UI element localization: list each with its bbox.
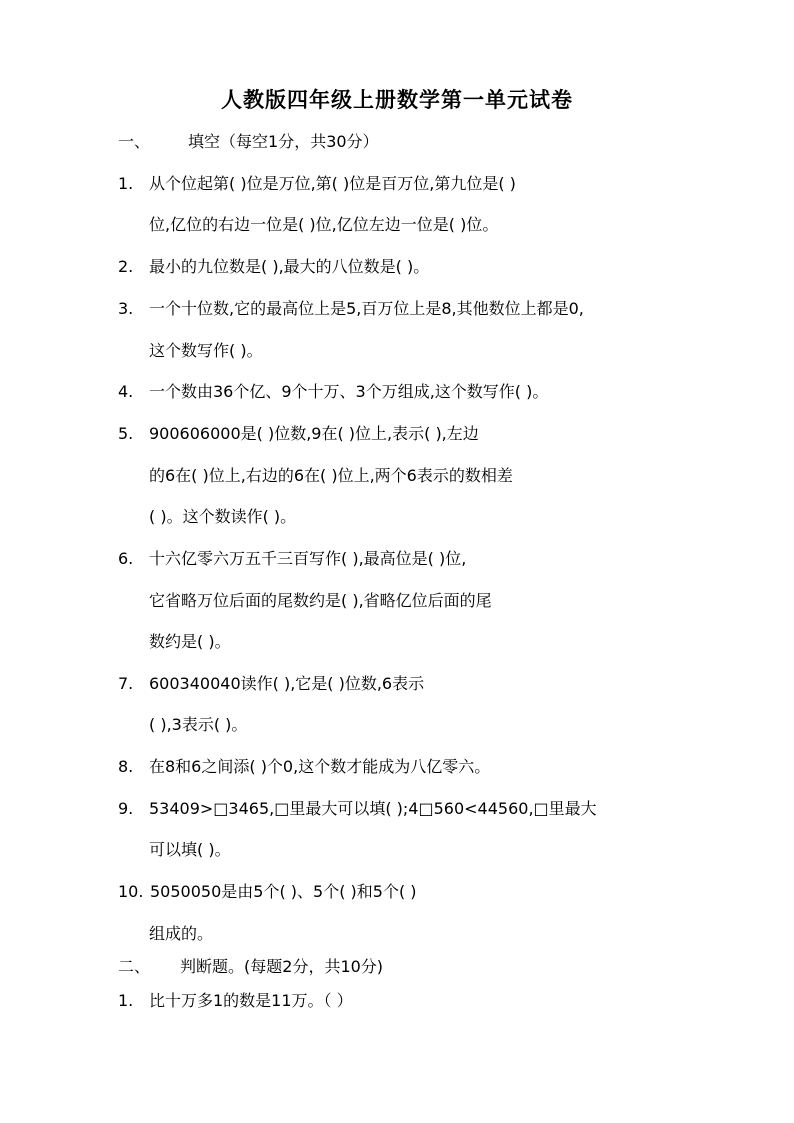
section-1-heading: 填空（每空1分，共30分） bbox=[188, 132, 379, 151]
question-1-line-1: 从个位起第( )位是万位,第( )位是百万位,第九位是( ) bbox=[149, 174, 516, 193]
question-7-number: 7. bbox=[118, 674, 134, 693]
question-6-line-3: 数约是( )。 bbox=[149, 632, 231, 651]
question-7-line-2: ( ),3表示( )。 bbox=[149, 715, 248, 734]
question-5-number: 5. bbox=[118, 424, 134, 443]
question-10-line-2: 组成的。 bbox=[149, 924, 214, 943]
question-8-line-1: 在8和6之间添( )个0,这个数才能成为八亿零六。 bbox=[149, 757, 491, 776]
question-6-line-2: 它省略万位后面的尾数约是( ),省略亿位后面的尾 bbox=[149, 591, 492, 610]
question-3-line-2: 这个数写作( )。 bbox=[149, 341, 263, 360]
question-5-line-3: ( )。这个数读作( )。 bbox=[149, 507, 297, 526]
question-2-line-1: 最小的九位数是( ),最大的八位数是( )。 bbox=[149, 257, 430, 276]
section-1-label: 一、 bbox=[118, 132, 151, 151]
question-5-line-2: 的6在( )位上,右边的6在( )位上,两个6表示的数相差 bbox=[149, 466, 513, 485]
question-8-number: 8. bbox=[118, 757, 134, 776]
question-4-number: 4. bbox=[118, 382, 134, 401]
question-1-number: 1. bbox=[118, 174, 134, 193]
section-2-heading: 判断题。(每题2分，共10分) bbox=[180, 957, 384, 976]
question-3-number: 3. bbox=[118, 299, 134, 318]
judge-question-1-number: 1. bbox=[118, 991, 134, 1010]
question-5-line-1: 900606000是( )位数,9在( )位上,表示( ),左边 bbox=[149, 424, 479, 443]
question-3-line-1: 一个十位数,它的最高位上是5,百万位上是8,其他数位上都是0, bbox=[149, 299, 584, 318]
question-10-number: 10. bbox=[118, 882, 144, 901]
page-title: 人教版四年级上册数学第一单元试卷 bbox=[221, 88, 573, 112]
question-10-line-1: 5050050是由5个( )、5个( )和5个( ) bbox=[150, 882, 417, 901]
judge-question-1-text: 比十万多1的数是11万。（ ） bbox=[149, 991, 353, 1010]
section-2-header bbox=[118, 956, 383, 978]
question-9-number: 9. bbox=[118, 799, 134, 818]
section-1-header bbox=[118, 131, 379, 153]
question-9-line-2: 可以填( )。 bbox=[149, 840, 231, 859]
question-9-line-1: 53409>□3465,□里最大可以填( );4□560<44560,□里最大 bbox=[149, 799, 597, 818]
question-6-line-1: 十六亿零六万五千三百写作( ),最高位是( )位, bbox=[149, 549, 467, 568]
question-7-line-1: 600340040读作( ),它是( )位数,6表示 bbox=[149, 674, 425, 693]
question-4-line-1: 一个数由36个亿、9个十万、3个万组成,这个数写作( )。 bbox=[149, 382, 549, 401]
question-2-number: 2. bbox=[118, 257, 134, 276]
question-1-line-2: 位,亿位的右边一位是( )位,亿位左边一位是( )位。 bbox=[149, 215, 499, 234]
section-2-label: 二、 bbox=[118, 957, 151, 976]
question-6-number: 6. bbox=[118, 549, 134, 568]
